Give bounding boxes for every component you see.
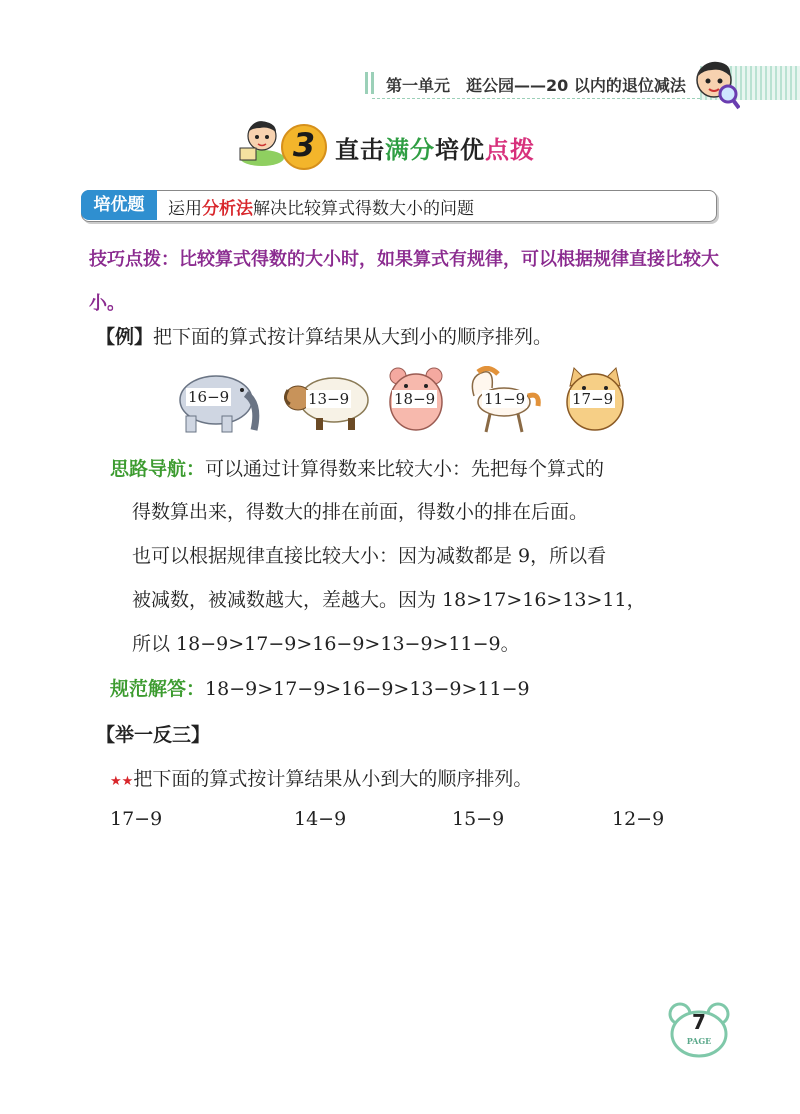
page-number: 7 (692, 1010, 706, 1034)
page-label: PAGE (686, 1036, 712, 1046)
bear-expression: 18−9 (394, 390, 436, 408)
cat-expression: 17−9 (572, 390, 614, 408)
answer-text: 18−9>17−9>16−9>13−9>11−9 (205, 678, 530, 700)
tip-text: 技巧点拨：比较算式得数的大小时，如果算式有规律，可以根据规律直接比较大小。 (89, 249, 719, 314)
thinking-text-1: 可以通过计算得数来比较大小：先把每个算式的 (205, 458, 605, 480)
topic-tag: 培优题 (81, 190, 157, 220)
practice-label (96, 720, 210, 747)
practice-question: 把下面的算式按计算结果从小到大的顺序排列。 (133, 768, 533, 790)
example-label: 【例】 (96, 326, 154, 348)
thinking-line-2: 得数算出来，得数大的排在前面，得数小的排在后面。 (132, 501, 589, 523)
answer-label: 规范解答： (110, 678, 206, 700)
difficulty-stars-icon: ★★ (110, 774, 134, 789)
elephant-card (172, 364, 260, 434)
chapter-title: 第一单元 逛公园——20 以内的退位减法 (386, 76, 686, 95)
elephant-expression: 16−9 (188, 388, 230, 406)
thinking-line-3: 也可以根据规律直接比较大小：因为减数都是 9，所以看 (132, 545, 607, 567)
exercise-item-4: 12−9 (612, 808, 665, 830)
cat-card (562, 366, 628, 432)
horse-expression: 11−9 (484, 390, 526, 408)
kid-magnifier-icon (692, 58, 740, 110)
header-divider (372, 98, 700, 99)
exercise-item-1: 17−9 (110, 808, 163, 830)
bear-card (386, 366, 446, 432)
horse-card (464, 366, 542, 434)
sheep-expression: 13−9 (308, 390, 350, 408)
example-text: 把下面的算式按计算结果从大到小的顺序排列。 (153, 326, 553, 348)
exercise-item-3: 15−9 (452, 808, 505, 830)
section-title-part1: 直击 (335, 136, 385, 164)
practice-question-line (110, 764, 532, 791)
answer-line (110, 674, 530, 701)
thinking-line-5: 所以 18−9>17−9>16−9>13−9>11−9。 (132, 633, 520, 655)
topic-text (168, 194, 474, 219)
section-title-part4: 点拨 (485, 136, 535, 164)
thinking-line-1 (110, 454, 604, 481)
section-number: 3 (292, 126, 316, 164)
practice-label-text: 【举一反三】 (96, 724, 211, 746)
section-title-part2: 满分 (385, 136, 435, 164)
thinking-label: 思路导航： (110, 458, 206, 480)
section-title-part3: 培优 (435, 136, 485, 164)
example-line (96, 322, 552, 349)
sheep-card (282, 372, 372, 432)
page-badge (668, 1002, 730, 1062)
topic-text-highlight: 分析法 (202, 199, 253, 219)
thinking-line-4: 被减数，被减数越大，差越大。因为 18>17>16>13>11， (132, 589, 646, 611)
section-title (335, 130, 535, 165)
topic-text-before: 运用 (168, 199, 202, 219)
topic-text-after: 解决比较算式得数大小的问题 (253, 199, 474, 219)
exercise-item-2: 14−9 (294, 808, 347, 830)
